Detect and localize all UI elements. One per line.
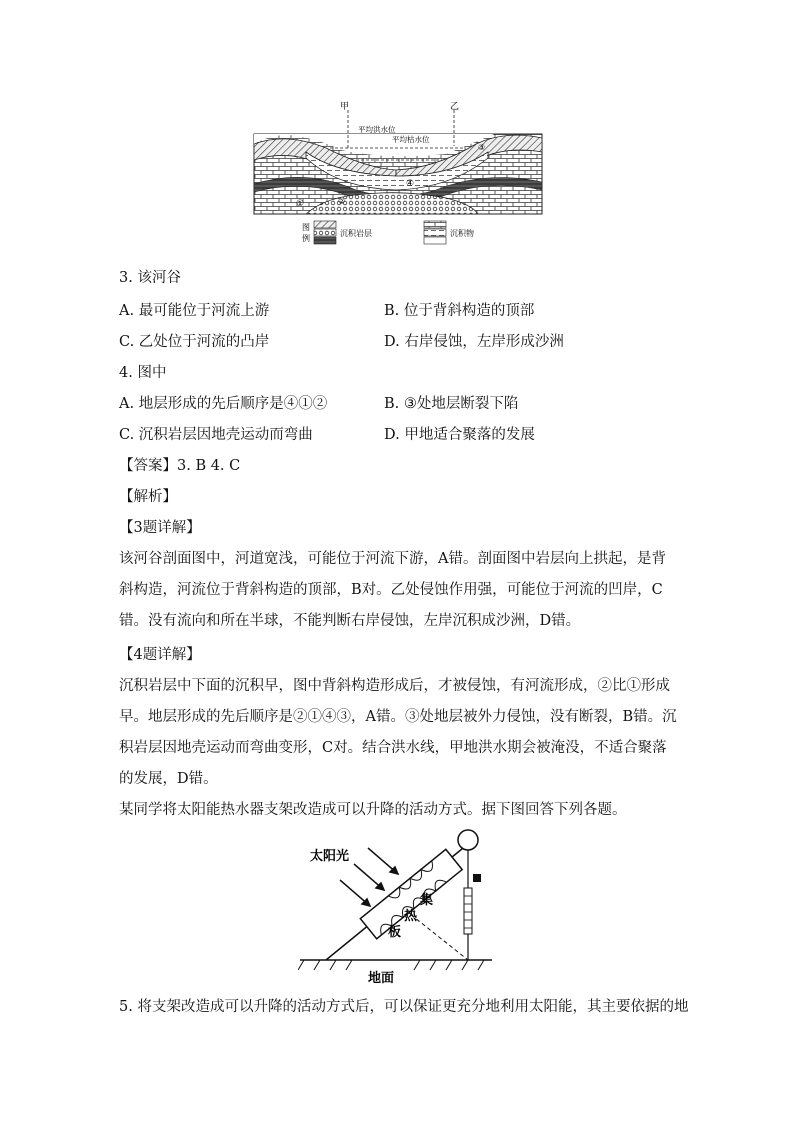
legend-title-bottom: 例 — [302, 234, 310, 243]
question-4-options-row-2 — [119, 425, 679, 445]
detail-3-text: 该河谷剖面图中，河道宽浅，可能位于河流下游，A错。剖面图中岩层向上拱起，是背斜构造，河流位于背斜构造的顶部，B对。乙处侵蚀作用强，可能位于河流的凹岸，C错。没有流向和所在半球，不能判断右岸侵蚀，左岸沉积成沙洲，D错。 — [119, 551, 666, 629]
sunlight-label: 太阳光 — [310, 849, 350, 864]
question-4-options-row-1 — [119, 394, 679, 414]
question-3-options-row-2 — [119, 332, 679, 352]
question-3-option-c[interactable]: C. 乙处位于河流的凸岸 — [119, 334, 270, 350]
solar-heater-support-figure — [298, 826, 494, 986]
question-3-options-row-1 — [119, 301, 679, 321]
collector-char-ban: 板 — [388, 925, 402, 940]
answer-line: 【答案】3. B 4. C — [119, 458, 241, 474]
marker-3: ③ — [478, 143, 486, 152]
label-yi: 乙 — [450, 102, 460, 112]
label-jia: 甲 — [340, 102, 350, 112]
marker-4: ④ — [406, 179, 415, 189]
collector-char-ji: 集 — [420, 893, 434, 908]
river-valley-cross-section-figure — [246, 98, 548, 248]
question-4-stem: 4. 图中 — [119, 365, 167, 381]
question-4-option-c[interactable]: C. 沉积岩层因地壳运动而弯曲 — [119, 427, 313, 443]
marker-2: ② — [338, 197, 346, 206]
legend-title-top: 图 — [302, 223, 310, 232]
question-4-option-a[interactable]: A. 地层形成的先后顺序是④①② — [119, 396, 328, 412]
question-3-option-a[interactable]: A. 最可能位于河流上游 — [119, 303, 270, 319]
question-4-option-b[interactable]: B. ③处地层断裂下陷 — [384, 396, 519, 412]
question-3-option-b[interactable]: B. 位于背斜构造的顶部 — [384, 303, 535, 319]
detail-4-label: 【4题详解】 — [119, 647, 201, 663]
question-3-stem: 3. 该河谷 — [119, 270, 181, 286]
question-5-stem: 5. 将支架改造成可以升降的活动方式后，可以保证更充分地利用太阳能，其主要依据的地 — [119, 999, 689, 1015]
ground-label: 地面 — [368, 971, 395, 986]
detail-3-label: 【3题详解】 — [119, 520, 201, 536]
analysis-label: 【解析】 — [119, 489, 177, 505]
question-4-option-d[interactable]: D. 甲地适合聚落的发展 — [384, 427, 535, 443]
legend-rock-label: 沉积岩层 — [340, 229, 372, 238]
question-3-option-d[interactable]: D. 右岸侵蚀，左岸形成沙洲 — [384, 334, 564, 350]
dry-level-label: 平均枯水位 — [392, 135, 430, 144]
flood-level-label: 平均洪水位 — [358, 125, 396, 134]
intro-text: 某同学将太阳能热水器支架改造成可以升降的活动方式。据下图回答下列各题。 — [119, 802, 627, 818]
detail-4-text: 沉积岩层中下面的沉积早，图中背斜构造形成后，才被侵蚀，有河流形成，②比①形成早。地层形成的先后顺序是②①④③，A错。③处地层被外力侵蚀，没有断裂，B错。沉积岩层因地壳运动而弯曲变形，C对。结合洪水线，甲地洪水期会被淹没，不适合聚落的发展，D错。 — [119, 678, 677, 787]
marker-1: ① — [296, 199, 305, 209]
legend-sediment-label: 沉积物 — [450, 229, 474, 238]
collector-char-re: 热 — [404, 909, 418, 924]
